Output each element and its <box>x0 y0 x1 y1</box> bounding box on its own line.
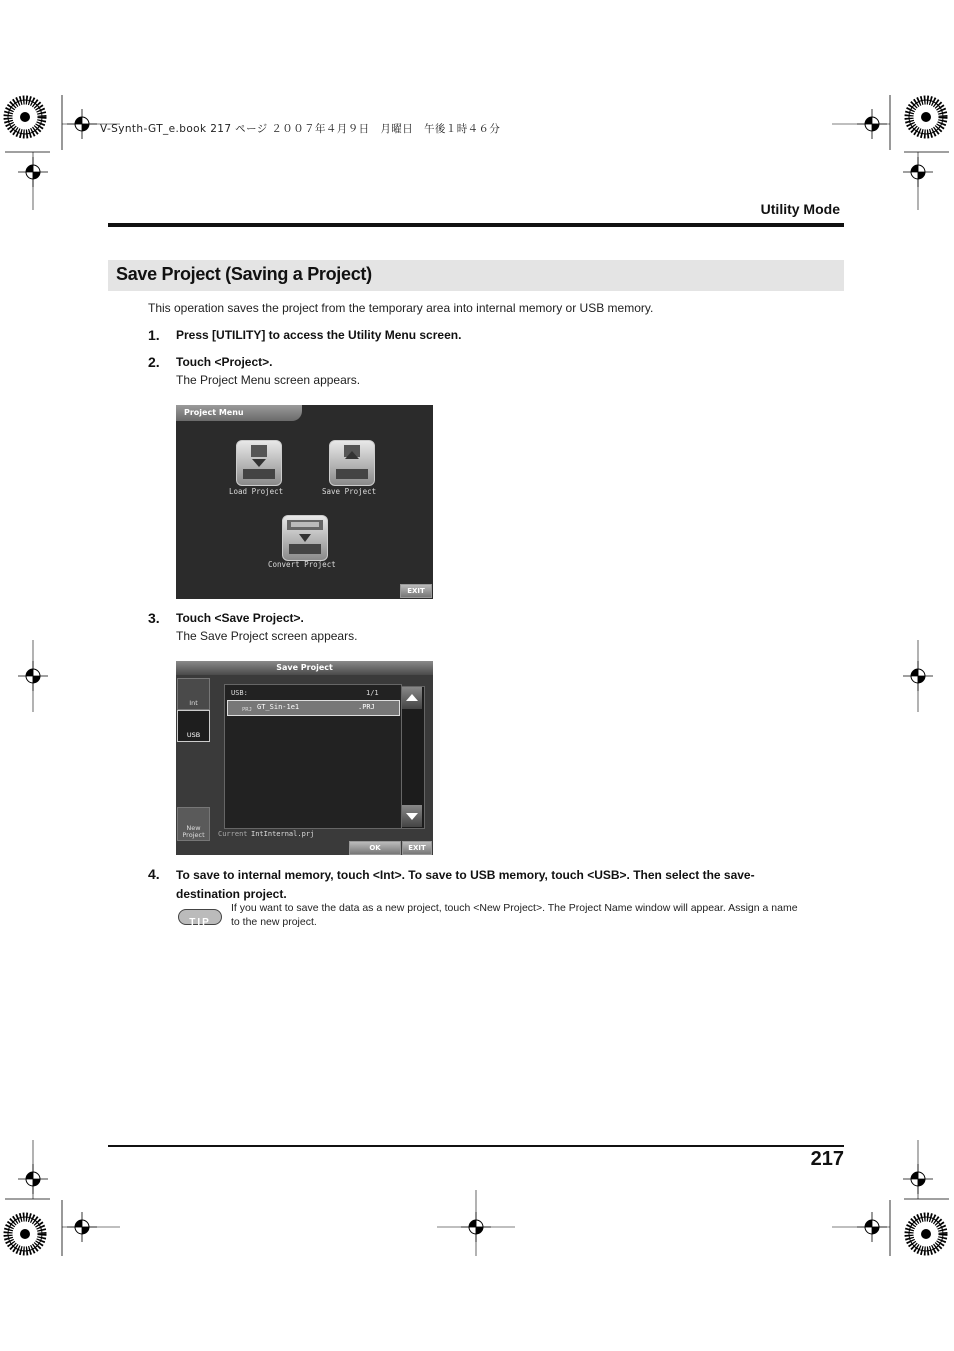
save-project-title: Save Project <box>176 661 433 675</box>
step-2-text: Touch <Project>. <box>176 355 273 369</box>
running-header: Utility Mode <box>760 201 840 217</box>
load-project-icon[interactable] <box>236 440 282 486</box>
file-type-tag: PRJ <box>242 707 252 713</box>
section-title: Save Project (Saving a Project) <box>116 264 372 284</box>
file-ext: .PRJ <box>358 703 375 711</box>
step-4-number: 4. <box>148 866 160 882</box>
save-project-label: Save Project <box>322 487 377 496</box>
save-project-screenshot <box>176 661 433 855</box>
step-1-number: 1. <box>148 327 160 343</box>
tip-text: If you want to save the data as a new project, touch <New Project>. The Project Name window will appear. Assign a name to the new project. <box>231 902 798 928</box>
step-4-text: To save to internal memory, touch <Int>. To save to USB memory, touch <USB>. Then select the save-destination project. <box>176 868 755 901</box>
save-project-icon[interactable] <box>329 440 375 486</box>
current-label: Current <box>218 830 248 838</box>
intro-text: This operation saves the project from the temporary area into internal memory or USB memory. <box>148 301 654 315</box>
step-3-number: 3. <box>148 610 160 626</box>
exit-button-save[interactable]: EXIT <box>402 841 432 855</box>
step-3-note: The Save Project screen appears. <box>176 629 358 643</box>
header-rule <box>108 223 844 227</box>
footer-rule <box>108 1145 844 1147</box>
exit-button[interactable]: EXIT <box>400 584 432 598</box>
tip-label: TIP <box>189 917 211 928</box>
file-name: GT_Sin-1e1 <box>257 703 300 711</box>
step-3-text: Touch <Save Project>. <box>176 611 304 625</box>
path-label: USB: <box>231 689 248 697</box>
page-indicator: 1/1 <box>366 689 379 697</box>
step-1-text: Press [UTILITY] to access the Utility Menu screen. <box>176 328 462 342</box>
project-menu-screenshot <box>176 405 433 599</box>
int-button[interactable] <box>177 678 210 710</box>
current-value: IntInternal.prj <box>251 830 315 838</box>
load-project-label: Load Project <box>229 487 284 496</box>
tip-badge <box>178 909 222 928</box>
project-menu-tab: Project Menu <box>176 405 302 421</box>
int-label: Int <box>189 699 198 707</box>
usb-button[interactable] <box>177 710 210 742</box>
step-2-number: 2. <box>148 354 160 370</box>
print-file-info: V-Synth-GT_e.book 217 ページ ２００７年４月９日 月曜日 午後１時４６分 <box>100 123 501 135</box>
convert-project-icon[interactable] <box>282 515 328 561</box>
ok-button[interactable]: OK <box>349 841 401 855</box>
new-project-button[interactable] <box>177 807 210 841</box>
scroll-down-button[interactable] <box>402 805 422 827</box>
step-2-note: The Project Menu screen appears. <box>176 373 361 387</box>
new-project-label: New Project <box>182 824 205 839</box>
convert-project-label: Convert Project <box>268 560 336 569</box>
page-number: 217 <box>810 1148 844 1170</box>
usb-label: USB <box>186 731 201 739</box>
scroll-up-button[interactable] <box>402 687 422 709</box>
